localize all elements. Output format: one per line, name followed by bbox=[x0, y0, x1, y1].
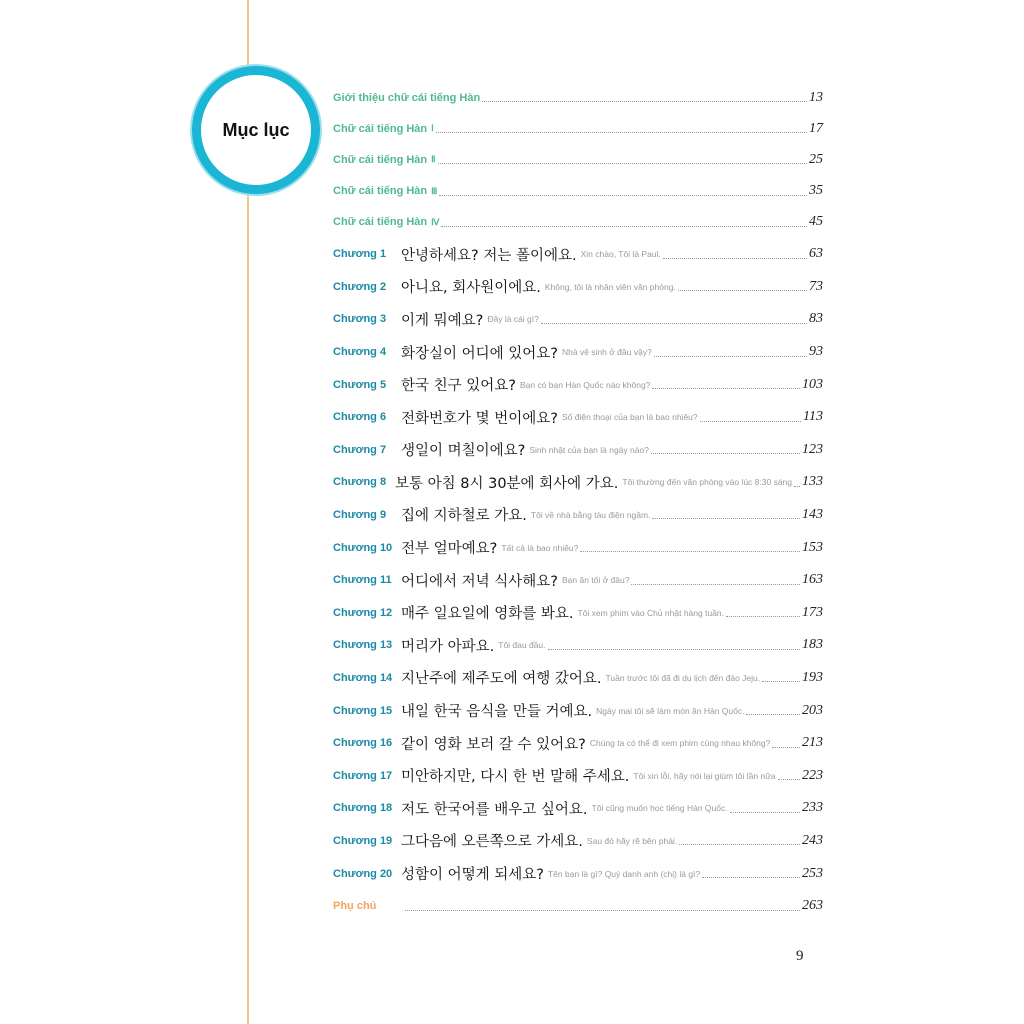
chapter-label: Chương 17 bbox=[333, 769, 393, 782]
dot-leader bbox=[726, 616, 800, 617]
toc-appendix-row[interactable] bbox=[333, 890, 823, 923]
toc-chapter-row[interactable] bbox=[333, 792, 823, 825]
toc-intro-row[interactable] bbox=[333, 176, 823, 207]
toc-intro-label: Chữ cái tiếng Hàn bbox=[333, 153, 428, 166]
toc-page-number: 13 bbox=[809, 89, 823, 105]
chapter-title-vietnamese: Không, tôi là nhân viên văn phòng. bbox=[544, 281, 676, 292]
toc-intro-label: Chữ cái tiếng Hàn bbox=[333, 122, 428, 135]
chapter-label: Chương 9 bbox=[333, 508, 387, 521]
toc-page-number: 153 bbox=[802, 539, 823, 555]
chapter-title-korean: 전부 얼마예요? bbox=[401, 541, 498, 558]
toc-page-number: 35 bbox=[809, 183, 823, 199]
chapter-title-korean: 저도 한국어를 배우고 싶어요. bbox=[401, 801, 588, 818]
toc-chapter-row[interactable] bbox=[333, 271, 823, 304]
table-of-contents bbox=[333, 82, 823, 922]
toc-intro-row[interactable] bbox=[333, 113, 823, 144]
chapter-title-vietnamese: Tuần trước tôi đã đi du lịch đến đảo Jeju. bbox=[605, 672, 761, 683]
toc-page-number: 223 bbox=[802, 767, 823, 783]
toc-chapter-row[interactable] bbox=[333, 531, 823, 564]
toc-page-number: 143 bbox=[802, 506, 823, 522]
dot-leader bbox=[663, 258, 807, 259]
chapter-title-korean: 같이 영화 보러 갈 수 있어요? bbox=[401, 736, 586, 753]
chapter-title-korean: 머리가 아파요. bbox=[401, 638, 495, 655]
dot-leader bbox=[482, 101, 807, 102]
chapter-title-vietnamese: Đây là cái gì? bbox=[487, 314, 539, 325]
chapter-title-vietnamese: Bạn ăn tối ở đâu? bbox=[561, 575, 630, 586]
toc-page-number: 243 bbox=[802, 832, 823, 848]
toc-chapter-row[interactable] bbox=[333, 238, 823, 271]
chapter-title-korean: 성함이 어떻게 되세요? bbox=[401, 867, 544, 884]
chapter-title-vietnamese: Tôi về nhà bằng tàu điện ngầm. bbox=[530, 509, 651, 520]
toc-page-number: 25 bbox=[809, 151, 823, 167]
dot-leader bbox=[438, 163, 807, 164]
toc-page-number: 173 bbox=[802, 604, 823, 620]
chapter-title-korean: 그다음에 오른쪽으로 가세요. bbox=[401, 834, 583, 851]
chapter-label: Chương 5 bbox=[333, 378, 387, 391]
toc-page-number: 233 bbox=[802, 800, 823, 816]
chapter-label: Chương 18 bbox=[333, 802, 393, 815]
chapter-title-vietnamese: Tôi xem phim vào Chủ nhật hàng tuần. bbox=[577, 607, 724, 618]
toc-chapter-row[interactable] bbox=[333, 694, 823, 727]
chapter-title-korean: 집에 지하철로 가요. bbox=[401, 508, 527, 525]
toc-chapter-row[interactable] bbox=[333, 857, 823, 890]
toc-page-number: 263 bbox=[802, 898, 823, 914]
chapter-title-korean: 지난주에 제주도에 여행 갔어요. bbox=[401, 671, 602, 688]
dot-leader bbox=[679, 844, 800, 845]
chapter-title-korean: 안녕하세요? 저는 폴이에요. bbox=[401, 247, 577, 264]
roman-numeral: Ⅱ bbox=[431, 154, 436, 165]
toc-chapter-row[interactable] bbox=[333, 662, 823, 695]
chapter-label: Chương 4 bbox=[333, 346, 387, 359]
toc-page-number: 193 bbox=[802, 669, 823, 685]
toc-chapter-row[interactable] bbox=[333, 759, 823, 792]
toc-intro-label: Giới thiệu chữ cái tiếng Hàn bbox=[333, 91, 481, 104]
toc-chapter-row[interactable] bbox=[333, 303, 823, 336]
toc-chapter-row[interactable] bbox=[333, 499, 823, 532]
toc-page-number: 17 bbox=[809, 120, 823, 136]
dot-leader bbox=[654, 356, 807, 357]
chapter-label: Chương 19 bbox=[333, 834, 393, 847]
chapter-title-korean: 내일 한국 음식을 만들 거예요. bbox=[401, 704, 593, 721]
dot-leader bbox=[541, 323, 807, 324]
chapter-title-vietnamese: Chúng ta có thể đi xem phim cùng nhau không? bbox=[589, 738, 771, 749]
chapter-title-vietnamese: Tên bạn là gì? Quý danh anh (chị) là gì? bbox=[547, 868, 701, 879]
chapter-title-vietnamese: Tôi xin lỗi, hãy nói lại giùm tôi lần nữa bbox=[633, 770, 776, 781]
toc-chapter-row[interactable] bbox=[333, 629, 823, 662]
chapter-label: Chương 12 bbox=[333, 606, 393, 619]
dot-leader bbox=[439, 195, 807, 196]
roman-numeral: Ⅰ bbox=[431, 123, 434, 134]
dot-leader bbox=[778, 779, 800, 780]
chapter-title-vietnamese: Tất cả là bao nhiêu? bbox=[501, 542, 579, 553]
dot-leader bbox=[651, 453, 800, 454]
toc-chapter-row[interactable] bbox=[333, 434, 823, 467]
toc-chapter-row[interactable] bbox=[333, 401, 823, 434]
chapter-label: Chương 2 bbox=[333, 280, 387, 293]
roman-numeral: Ⅳ bbox=[431, 216, 440, 227]
toc-intro-row[interactable] bbox=[333, 144, 823, 175]
dot-leader bbox=[436, 132, 807, 133]
toc-intro-label: Chữ cái tiếng Hàn bbox=[333, 185, 428, 198]
chapter-title-korean: 매주 일요일에 영화를 봐요. bbox=[401, 606, 574, 623]
chapter-title-vietnamese: Sau đó hãy rẽ bên phải. bbox=[586, 835, 678, 846]
dot-leader bbox=[746, 714, 800, 715]
chapter-title-vietnamese: Ngày mai tôi sẽ làm món ăn Hàn Quốc. bbox=[596, 705, 745, 716]
dot-leader bbox=[580, 551, 800, 552]
toc-intro-row[interactable] bbox=[333, 82, 823, 113]
toc-page-number: 133 bbox=[802, 474, 823, 490]
chapter-label: Chương 13 bbox=[333, 639, 393, 652]
appendix-label: Phụ chú bbox=[333, 900, 377, 913]
dot-leader bbox=[631, 584, 800, 585]
chapter-label: Chương 11 bbox=[333, 574, 392, 587]
toc-chapter-row[interactable] bbox=[333, 727, 823, 760]
page-number: 9 bbox=[796, 948, 804, 964]
toc-page-number: 45 bbox=[809, 214, 823, 230]
chapter-title-korean: 아니요, 회사원이에요. bbox=[401, 280, 541, 297]
toc-chapter-row[interactable] bbox=[333, 825, 823, 858]
chapter-title-korean: 전화번호가 몇 번이에요? bbox=[401, 410, 558, 427]
toc-page-number: 123 bbox=[802, 441, 823, 457]
toc-chapter-row[interactable] bbox=[333, 596, 823, 629]
chapter-label: Chương 15 bbox=[333, 704, 393, 717]
chapter-label: Chương 8 bbox=[333, 476, 387, 489]
title-badge bbox=[192, 66, 320, 194]
chapter-label: Chương 3 bbox=[333, 313, 387, 326]
dot-leader bbox=[794, 486, 800, 487]
chapter-title-korean: 어디에서 저녁 식사해요? bbox=[401, 573, 558, 590]
chapter-label: Chương 1 bbox=[333, 248, 387, 261]
toc-page-number: 203 bbox=[802, 702, 823, 718]
chapter-title-vietnamese: Bạn có bạn Hàn Quốc nào không? bbox=[519, 379, 651, 390]
toc-page-number: 183 bbox=[802, 637, 823, 653]
dot-leader bbox=[652, 388, 800, 389]
toc-page-number: 113 bbox=[803, 409, 823, 425]
chapter-title-vietnamese: Tôi cũng muốn học tiếng Hàn Quốc. bbox=[591, 803, 728, 814]
toc-page-number: 163 bbox=[802, 572, 823, 588]
toc-intro-row[interactable] bbox=[333, 207, 823, 238]
chapter-title-korean: 이게 뭐예요? bbox=[401, 312, 484, 329]
dot-leader bbox=[441, 226, 807, 227]
roman-numeral: Ⅲ bbox=[431, 185, 438, 196]
dot-leader bbox=[678, 290, 807, 291]
chapter-label: Chương 20 bbox=[333, 867, 393, 880]
chapter-title-vietnamese: Tôi thường đến văn phòng vào lúc 8:30 sáng bbox=[622, 477, 792, 488]
chapter-label: Chương 6 bbox=[333, 411, 387, 424]
dot-leader bbox=[730, 812, 800, 813]
toc-chapter-row[interactable] bbox=[333, 466, 823, 499]
toc-chapter-row[interactable] bbox=[333, 368, 823, 401]
chapter-label: Chương 10 bbox=[333, 541, 393, 554]
dot-leader bbox=[405, 910, 800, 911]
dot-leader bbox=[702, 877, 800, 878]
toc-page-number: 83 bbox=[809, 311, 823, 327]
chapter-title-vietnamese: Xin chào, Tôi là Paul. bbox=[580, 249, 661, 260]
chapter-title-korean: 보통 아침 8시 30분에 회사에 가요. bbox=[395, 475, 619, 492]
toc-page-number: 73 bbox=[809, 278, 823, 294]
chapter-title-vietnamese: Tôi đau đầu. bbox=[498, 640, 546, 651]
chapter-title-vietnamese: Sinh nhật của bạn là ngày nào? bbox=[529, 444, 649, 455]
chapter-title-korean: 한국 친구 있어요? bbox=[401, 378, 516, 395]
chapter-label: Chương 7 bbox=[333, 443, 387, 456]
chapter-title-korean: 생일이 며칠이에요? bbox=[401, 443, 526, 460]
dot-leader bbox=[762, 681, 800, 682]
toc-intro-label: Chữ cái tiếng Hàn bbox=[333, 216, 428, 229]
dot-leader bbox=[652, 518, 800, 519]
dot-leader bbox=[700, 421, 801, 422]
dot-leader bbox=[772, 747, 800, 748]
toc-chapter-row[interactable] bbox=[333, 336, 823, 369]
page-title: Mục lục bbox=[222, 119, 290, 140]
chapter-label: Chương 14 bbox=[333, 671, 393, 684]
toc-page-number: 63 bbox=[809, 246, 823, 262]
chapter-label: Chương 16 bbox=[333, 737, 393, 750]
chapter-title-vietnamese: Nhà vệ sinh ở đâu vậy? bbox=[561, 347, 652, 358]
dot-leader bbox=[548, 649, 800, 650]
toc-chapter-row[interactable] bbox=[333, 564, 823, 597]
chapter-title-korean: 미안하지만, 다시 한 번 말해 주세요. bbox=[401, 769, 630, 786]
chapter-title-vietnamese: Số điện thoại của bạn là bao nhiêu? bbox=[561, 412, 698, 423]
toc-page-number: 213 bbox=[802, 735, 823, 751]
toc-page-number: 253 bbox=[802, 865, 823, 881]
toc-page-number: 103 bbox=[802, 376, 823, 392]
chapter-title-korean: 화장실이 어디에 있어요? bbox=[401, 345, 558, 362]
toc-page-number: 93 bbox=[809, 344, 823, 360]
